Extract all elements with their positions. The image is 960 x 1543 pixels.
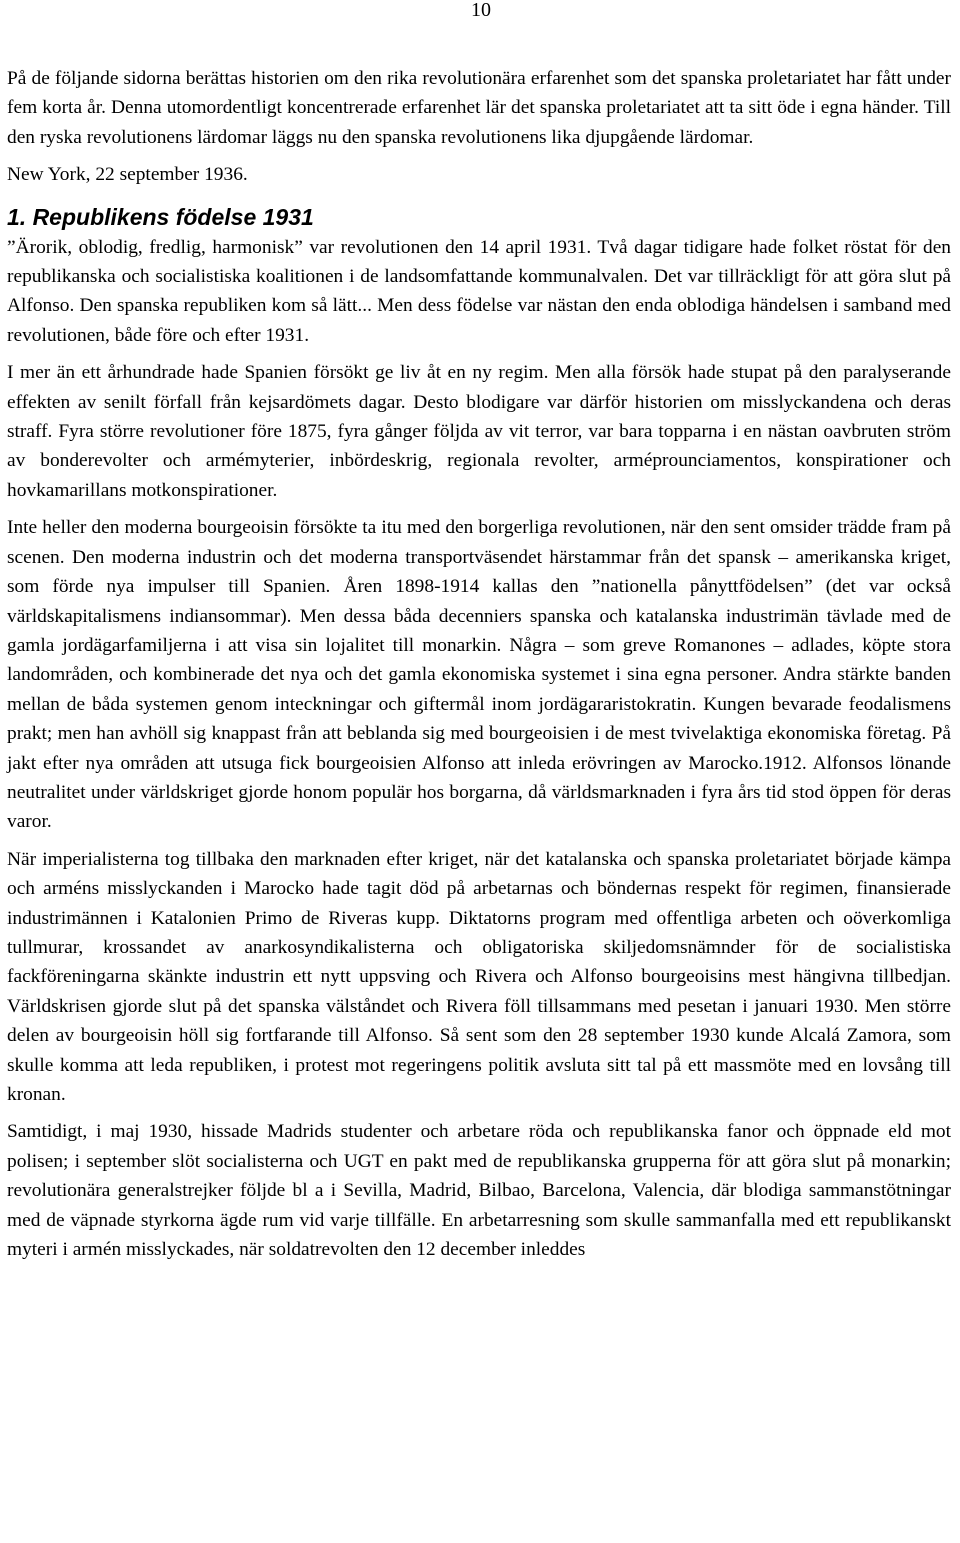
page-content	[7, 64, 951, 1264]
dateline: New York, 22 september 1936.	[7, 164, 248, 186]
body-paragraph-3: Inte heller den moderna bourgeoisin försökte ta itu med den borgerliga revolutionen, när den sent omsider trädde fram på scenen. Den moderna industrin och det moderna transportväsendet härstammar från det spansk – amerikanska kriget, som förde nya impulser till Spanien. Åren 1898-1914 kallas den ”nationella pånyttfödelsen” (det var också världskapitalismens indiansommar). Men dessa båda decenniers spanska och katalanska industrimän tävlade med de gamla jordägarfamiljerna i att visa sin lojalitet till monarkin. Några – som greve Romanones – adlades, köpte stora landområden, och kombinerade det nya och det gamla ekonomiska systemet i sina egna personer. Andra stärkte banden mellan de båda systemen genom inteckningar och giftermål inom jordägararistokratin. Kungen bevarade feodalismens prakt; men han avhöll sig knappast från att beblanda sig med bourgeoisien i de mest tvivelaktiga ekonomiska företag. På jakt efter nya områden att utsuga fick bourgeoisien Alfonso att inleda erövringen av Marocko.1912. Alfonsos lönande neutralitet under världskriget gjorde honom populär hos borgarna, då världsmarknaden i fyra års tid stod öppen för deras varor.	[7, 517, 951, 833]
body-paragraph-1: ”Ärorik, oblodig, fredlig, harmonisk” var revolutionen den 14 april 1931. Två dagar tidigare hade folket röstat för den republikanska och socialistiska koalitionen i de landsomfattande kommunalvalen. Det var tillräckligt för att göra slut på Alfonso. Den spanska republiken kom så lätt... Men dess födelse var nästan den enda oblodiga händelsen i samband med revolutionen, både före och efter 1931.	[7, 236, 951, 346]
body-paragraph-2: I mer än ett århundrade hade Spanien försökt ge liv åt en ny regim. Men alla försök hade stupat på den paralyserande effekten av senilt förfall från kejsardömets dagar. Desto blodigare var därför historien om misslyckandena och deras straff. Fyra större revolutioner före 1875, fyra gånger följda av vit terror, var bara topparna i en nästan oavbruten ström av bonderevolter och armémyterier, inbördeskrig, regionala revolter, arméprounciamentos, konspirationer och hovkamarillans motkonspirationer.	[7, 362, 951, 501]
page-number: 10	[471, 0, 491, 21]
body-paragraph-5: Samtidigt, i maj 1930, hissade Madrids studenter och arbetare röda och republikanska fanor och öppnade eld mot polisen; i september slöt socialisterna och UGT en pakt med de republikanska grupperna för att göra slut på monarkin; revolutionära generalstrejker följde bl a i Sevilla, Madrid, Bilbao, Barcelona, Valencia, där blodiga sammanstötningar med de väpnade styrkorna ägde rum vid varje tillfälle. En arbetarresning som skulle sammanfalla med ett republikanskt myteri i armén misslyckades, när soldatrevolten den 12 december inleddes	[7, 1121, 951, 1261]
body-paragraph-4: När imperialisterna tog tillbaka den marknaden efter kriget, när det katalanska och spanska proletariatet började kämpa och arméns misslyckanden i Marocko hade tagit död på arbetarnas och böndernas respekt för regimen, finansierade industrimännen i Katalonien Primo de Riveras kupp. Diktatorns program med offentliga arbeten och oöverkomliga tullmurar, krossandet av anarkosyndikalisterna och obligatoriska skiljedomsnämnder för de socialistiska fackföreningarna skänkte industrin ett nytt uppsving och Rivera och Alfonso bourgeoisins mest hängivna tillbedjan. Världskrisen gjorde slut på det spanska välståndet och Rivera föll tillsammans med pesetan i januari 1930. Men större delen av bourgeoisin höll sig fortfarande till Alfonso. Så sent som den 28 september 1930 kunde Alcalá Zamora, som skulle komma att leda republiken, i protest mot regeringens politik avsluta sitt tal på ett massmöte med en lovsång till kronan.	[7, 848, 951, 1105]
intro-paragraph: På de följande sidorna berättas historien om den rika revolutionära erfarenhet som det spanska proletariatet har fått under fem korta år. Denna utomordentligt koncentrerade erfarenhet lär det spanska proletariatet att ta sitt öde i egna händer. Till den ryska revolutionens lärdomar läggs nu den spanska revolutionens lika djupgående lärdomar.	[7, 68, 951, 148]
section-heading: 1. Republikens födelse 1931	[7, 203, 314, 230]
